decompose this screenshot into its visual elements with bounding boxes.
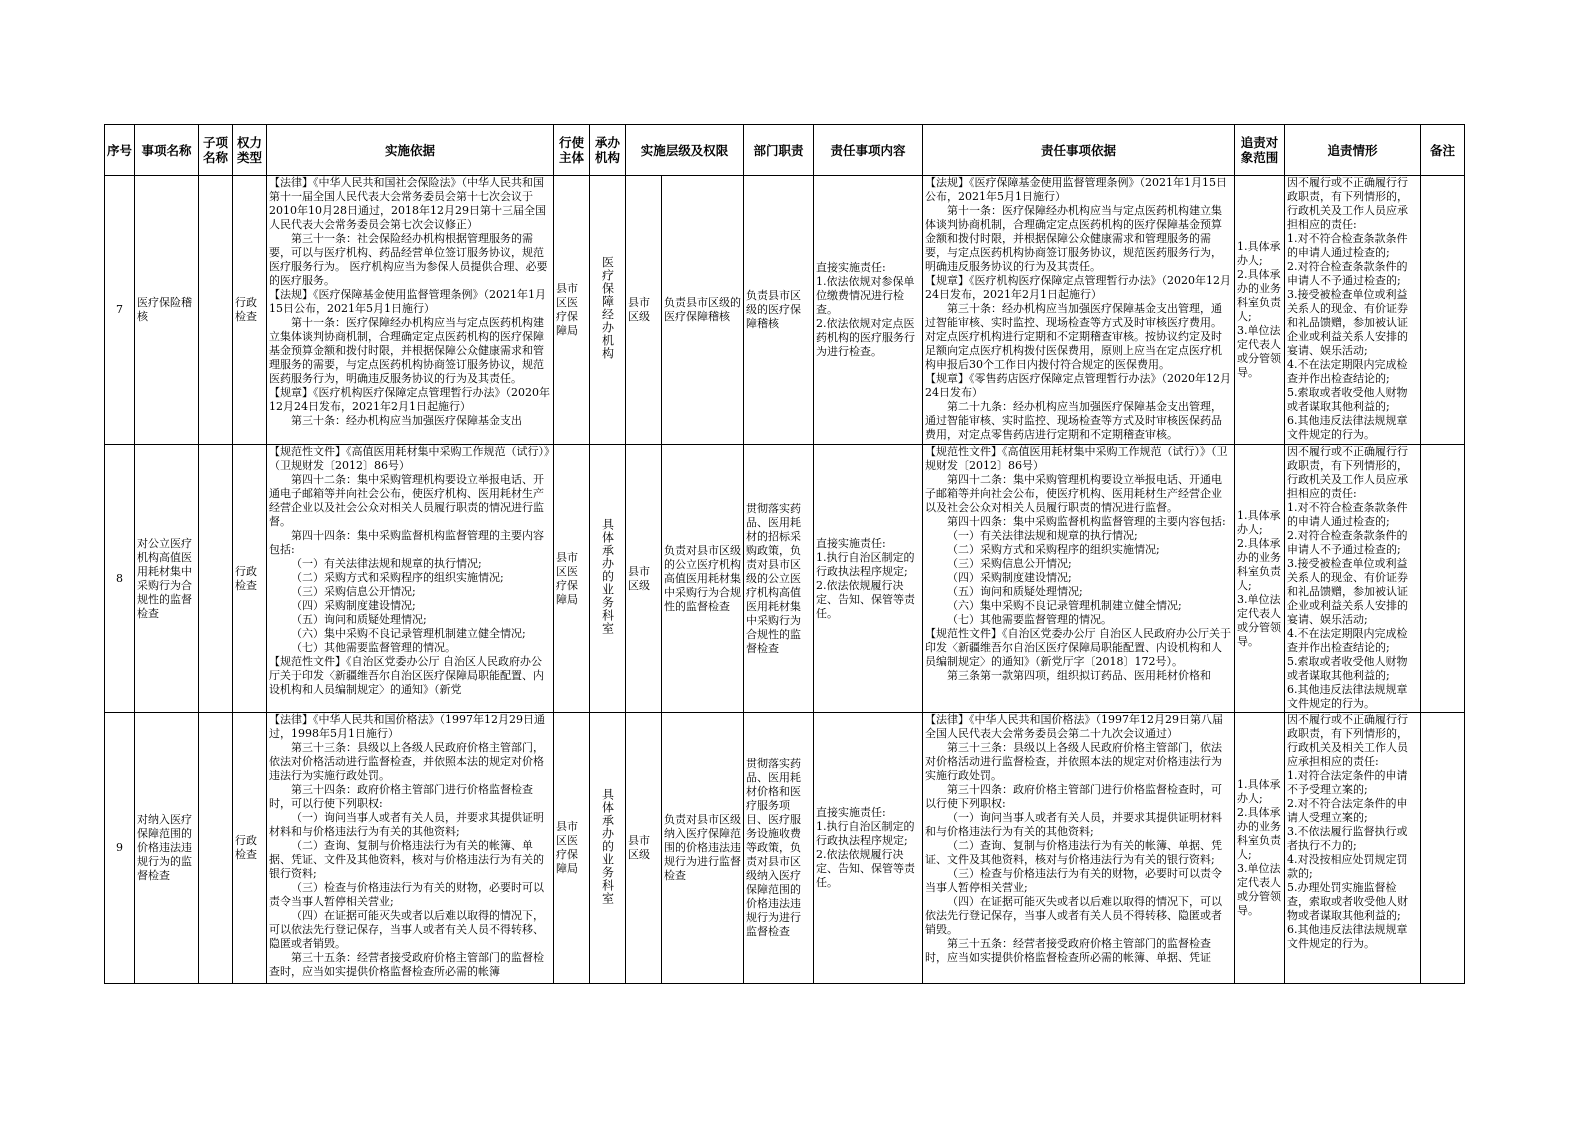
row-power-type — [233, 713, 267, 984]
row-power-type — [233, 445, 267, 713]
header-seq: 序号 — [105, 125, 135, 176]
row-resp-content-line: 直接实施责任: — [816, 261, 886, 274]
header-situation: 追责情形 — [1285, 125, 1421, 176]
row-resp-basis-line: （四）采购制度建设情况; — [947, 571, 1072, 584]
row-undertaker — [590, 176, 626, 445]
row-undertaker-text: 医疗保障经办机构 — [600, 256, 615, 360]
table-row — [105, 713, 1465, 984]
row-duty — [744, 176, 814, 445]
row-resp-content-line: 1.执行自治区制定的行政执法程序规定; — [816, 820, 915, 847]
row-resp-content — [814, 713, 923, 984]
row-seq-text: 7 — [116, 303, 123, 316]
row-remark — [1421, 713, 1465, 984]
row-scope — [1235, 713, 1285, 984]
row-resp-basis-line: 第二十九条：经办机构应当加强医疗保障基金支出管理，通过智能审核、实时监控、现场检查等方式及时审核医保药品费用，对定点零售药店进行定期和不定期稽查审核。 — [925, 400, 1223, 441]
row-situation-line: 4.不在法定期限内完成检查并作出检查结论的; — [1287, 627, 1408, 654]
row-basis-line: （三）检查与价格违法行为有关的财物，必要时可以责令当事人暂停相关营业; — [269, 881, 544, 908]
row-situation-line: 1.对不符合检查条款条件的申请人通过检查的; — [1287, 501, 1408, 528]
row-situation — [1285, 176, 1421, 445]
row-scope — [1235, 176, 1285, 445]
row-subject-text: 县市区医疗保障局 — [556, 282, 578, 337]
header-subject: 行使主体 — [554, 125, 590, 176]
row-situation-line: 6.其他违反法律法规规章文件规定的行为。 — [1287, 683, 1408, 710]
row-undertaker — [590, 445, 626, 713]
row-name-text: 医疗保险稽核 — [137, 296, 192, 323]
row-situation-line: 2.对不符合法定条件的申请人受理立案的; — [1287, 797, 1408, 824]
row-basis-line: 【规范性文件】《自治区党委办公厅 自治区人民政府办公厅关于印发〈新疆维吾尔自治区医疗保障局职能配置、内设机构和人员编制规定〉的通知》（新党 — [269, 655, 544, 696]
row-basis-line: 第三十五条：经营者接受政府价格主管部门的监督检查时，应当如实提供价格监督检查所必需的帐簿 — [269, 951, 544, 978]
row-resp-basis-line: 第三十三条：县级以上各级人民政府价格主管部门，依法对价格活动进行监督检查，并依照本法的规定对价格违法行为实施行政处罚。 — [925, 741, 1223, 782]
row-situation-line: 3.接受被检查单位或利益关系人的现金、有价证券和礼品馈赠，参加被认证企业或利益关系人安排的宴请、娱乐活动; — [1287, 288, 1409, 357]
row-resp-basis-line: （六）集中采购不良记录管理机制建立健全情况; — [947, 599, 1182, 612]
row-resp-basis-line: 第三十条：经办机构应当加强医疗保障基金支出管理，通过智能审核、实时监控、现场检查等方式及时审核医疗费用。对定点医疗机构进行定期和不定期稽查审核。按协议约定及时足额向定点医疗机构拨付医保费用，原则上应当在定点医疗机构申报后30个工作日内拨付符合规定的医保费用。 — [925, 302, 1223, 371]
row-level-name-text: 县市区级 — [628, 296, 650, 323]
row-resp-basis-line: 【法律】《中华人民共和国价格法》（1997年12月29日第八届全国人民代表大会常务委员会第二十九次会议通过） — [925, 713, 1224, 740]
row-resp-basis-line: 【规章】《医疗机构医疗保障定点管理暂行办法》（2020年12月24日发布，2021年2月1日起施行） — [925, 274, 1232, 301]
row-situation — [1285, 445, 1421, 713]
row-resp-content-line: 1.执行自治区制定的行政执法程序规定; — [816, 550, 915, 578]
row-scope-line: 1.具体承办人; — [1237, 508, 1281, 536]
row-resp-basis — [923, 713, 1235, 984]
row-remark — [1421, 445, 1465, 713]
row-resp-basis — [923, 176, 1235, 445]
row-basis-line: （二）查询、复制与价格违法行为有关的帐簿、单据、凭证、文件及其他资料，核对与价格违法行为有关的银行资料; — [269, 839, 544, 880]
row-level-desc — [662, 445, 744, 713]
row-subject — [554, 176, 590, 445]
row-power-type-text: 行政检查 — [235, 296, 257, 323]
row-basis-line: （五）询问和质疑处理情况; — [291, 613, 427, 626]
row-scope-line: 2.具体承办的业务科室负责人; — [1237, 268, 1282, 323]
row-basis — [267, 445, 554, 713]
row-level-name — [626, 176, 662, 445]
header-level: 实施层级及权限 — [626, 125, 744, 176]
row-resp-basis-line: （三）采购信息公开情况; — [947, 557, 1072, 570]
row-resp-basis-line: 【法规】《医疗保障基金使用监督管理条例》（2021年1月15日公布，2021年5月1日施行） — [925, 176, 1228, 203]
row-basis-line: （四）在证据可能灭失或者以后难以取得的情况下，可以依法先行登记保存，当事人或者有关人员不得转移、隐匿或者销毁。 — [269, 909, 544, 950]
row-level-desc-text: 负责对县市区级纳入医疗保障范围的价格违法违规行为进行监督检查 — [664, 813, 741, 882]
row-resp-basis-line: 第十一条：医疗保障经办机构应当与定点医药机构建立集体谈判协商机制，合理确定定点医药机构的医疗保障基金预算金额和拨付时限，并根据保障公众健康需求和管理服务的需要，与定点医药机构协商签订服务协议，规范医药服务行为，明确违反服务协议的行为及其责任。 — [925, 204, 1223, 273]
row-level-desc-text: 负责对县市区级的公立医疗机构高值医用耗材集中采购行为合规性的监督检查 — [664, 543, 741, 613]
row-duty-text: 贯彻落实药品、医用耗材价格和医疗服务项目、医疗服务设施收费等政策，负责对县市区级纳入医疗保障范围的价格违法违规行为进行监督检查 — [746, 757, 802, 938]
row-scope — [1235, 445, 1285, 713]
row-resp-content — [814, 445, 923, 713]
row-situation-line: 4.对没按相应处罚规定罚款的; — [1287, 853, 1408, 880]
row-situation — [1285, 713, 1421, 984]
row-resp-content-line: 直接实施责任: — [816, 806, 886, 819]
row-basis-line: （七）其他需要监督管理的情况。 — [291, 641, 456, 654]
header-duty: 部门职责 — [744, 125, 814, 176]
row-resp-basis-line: （四）在证据可能灭失或者以后难以取得的情况下，可以依法先行登记保存，当事人或者有关人员不得转移、隐匿或者销毁。 — [925, 895, 1223, 936]
row-situation-line: 5.索取或者收受他人财物或者谋取其他利益的; — [1287, 386, 1408, 413]
row-basis-line: （六）集中采购不良记录管理机制建立健全情况; — [291, 627, 526, 640]
row-resp-basis-line: 第四十二条：集中采购管理机构要设立举报电话、开通电子邮箱等并向社会公布，使医疗机构、医用耗材生产经营企业以及社会公众对相关人员履行职责的情况进行监督。 — [925, 473, 1223, 514]
row-basis-line: 第三十条：经办机构应当加强医疗保障基金支出 — [291, 414, 522, 427]
row-basis — [267, 176, 554, 445]
row-basis-line: 第四十四条：集中采购监督机构监督管理的主要内容包括: — [269, 529, 544, 556]
row-remark — [1421, 176, 1465, 445]
row-situation-line: 4.不在法定期限内完成检查并作出检查结论的; — [1287, 358, 1408, 385]
row-resp-basis-line: 【规章】《零售药店医疗保障定点管理暂行办法》（2020年12月24日发布） — [925, 372, 1232, 399]
row-seq — [105, 713, 135, 984]
row-scope-line: 3.单位法定代表人或分管领导。 — [1237, 324, 1282, 379]
row-level-name — [626, 713, 662, 984]
responsibility-table — [104, 124, 1465, 984]
row-basis — [267, 713, 554, 984]
row-situation-line: 2.对符合检查条款条件的申请人不予通过检查的; — [1287, 260, 1408, 287]
row-resp-content — [814, 176, 923, 445]
row-situation-line: 5.办理处罚实施监督检查，索取或者收受他人财物或者谋取其他利益的; — [1287, 881, 1409, 922]
row-seq — [105, 176, 135, 445]
row-resp-content-line: 1.依法依规对参保单位缴费情况进行检查。 — [816, 275, 915, 316]
row-level-name-text: 县市区级 — [628, 564, 650, 592]
header-subitem: 子项名称 — [199, 125, 233, 176]
row-basis-line: （四）采购制度建设情况; — [291, 599, 416, 612]
row-seq — [105, 445, 135, 713]
row-power-type — [233, 176, 267, 445]
row-seq-text: 8 — [116, 571, 123, 585]
row-name — [135, 713, 199, 984]
row-basis-line: 第四十二条：集中采购管理机构要设立举报电话、开通电子邮箱等并向社会公布，使医疗机构、医用耗材生产经营企业以及社会公众对相关人员履行职责的情况进行监督。 — [269, 473, 544, 528]
row-level-desc-text: 负责县市区级的医疗保障稽核 — [664, 296, 741, 323]
header-resp-content: 责任事项内容 — [814, 125, 923, 176]
row-resp-basis-line: 第三十五条：经营者接受政府价格主管部门的监督检查时，应当如实提供价格监督检查所必需的帐簿、单据、凭证 — [925, 937, 1212, 964]
row-basis-line: （一）有关法律法规和规章的执行情况; — [291, 557, 482, 570]
row-duty — [744, 445, 814, 713]
row-situation-line: 3.接受被检查单位或利益关系人的现金、有价证券和礼品馈赠，参加被认证企业或利益关系人安排的宴请、娱乐活动; — [1287, 557, 1409, 626]
header-basis: 实施依据 — [267, 125, 554, 176]
header-scope: 追责对象范围 — [1235, 125, 1285, 176]
row-subject — [554, 445, 590, 713]
row-scope-line: 3.单位法定代表人或分管领导。 — [1237, 592, 1282, 648]
row-basis-line: （三）采购信息公开情况; — [291, 585, 416, 598]
row-undertaker-text: 具体承办的业务科室 — [600, 518, 615, 635]
row-resp-basis-line: （二）查询、复制与价格违法行为有关的帐簿、单据、凭证、文件及其他资料，核对与价格违法行为有关的银行资料; — [925, 839, 1223, 866]
row-situation-line: 6.其他违反法律法规规章文件规定的行为。 — [1287, 414, 1408, 441]
row-resp-basis-line: 【规范性文件】《高值医用耗材集中采购工作规范（试行）》（卫规财发〔2012〕86号） — [925, 445, 1228, 472]
table-row — [105, 445, 1465, 713]
row-scope-line: 2.具体承办的业务科室负责人; — [1237, 806, 1282, 861]
row-basis-line: 【法律】《中华人民共和国价格法》（1997年12月29日通过，1998年5月1日施行） — [269, 713, 545, 740]
row-situation-line: 2.对符合检查条款条件的申请人不予通过检查的; — [1287, 529, 1408, 556]
header-row — [105, 125, 1465, 176]
row-subject-text: 县市区医疗保障局 — [556, 550, 578, 606]
row-scope-line: 2.具体承办的业务科室负责人; — [1237, 536, 1282, 592]
row-situation-line: 因不履行或不正确履行行政职责，有下列情形的，行政机关及工作人员应承担相应的责任: — [1287, 445, 1409, 500]
row-level-name — [626, 445, 662, 713]
row-basis-line: 第三十四条：政府价格主管部门进行价格监督检查时，可以行使下列职权: — [269, 783, 533, 810]
row-situation-line: 因不履行或不正确履行行政职责，有下列情形的，行政机关及工作人员应承担相应的责任: — [1287, 176, 1409, 231]
header-remark: 备注 — [1421, 125, 1465, 176]
row-basis-line: 【规章】《医疗机构医疗保障定点管理暂行办法》（2020年12月24日发布，2021年2月1日起施行） — [269, 386, 550, 413]
row-resp-basis-line: 第三十四条：政府价格主管部门进行价格监督检查时，可以行使下列职权: — [925, 783, 1223, 810]
table-row — [105, 176, 1465, 445]
row-name-text: 对纳入医疗保障范围的价格违法违规行为的监督检查 — [137, 813, 192, 882]
row-scope-line: 3.单位法定代表人或分管领导。 — [1237, 862, 1282, 917]
row-basis-line: 第十一条：医疗保障经办机构应当与定点医药机构建立集体谈判协商机制，合理确定定点医药机构的医疗保障基金预算金额和拨付时限，并根据保障公众健康需求和管理服务的需要，与定点医药机构协商签订服务协议，规范医药服务行为，明确违反服务协议的行为及其责任。 — [269, 316, 544, 385]
row-duty — [744, 713, 814, 984]
row-subitem — [199, 713, 233, 984]
row-resp-basis-line: （三）检查与价格违法行为有关的财物，必要时可以责令当事人暂停相关营业; — [925, 867, 1223, 894]
row-name-text: 对公立医疗机构高值医用耗材集中采购行为合规性的监督检查 — [137, 536, 192, 620]
row-resp-basis-line: （七）其他需要监督管理的情况。 — [947, 613, 1113, 626]
row-level-name-text: 县市区级 — [628, 834, 650, 861]
row-resp-basis-line: （二）采购方式和采购程序的组织实施情况; — [947, 543, 1160, 556]
header-power-type: 权力类型 — [233, 125, 267, 176]
row-resp-content-line: 2.依法依规履行决定、告知、保管等责任。 — [816, 848, 916, 889]
row-resp-basis-line: 第四十四条：集中采购监督机构监督管理的主要内容包括: — [947, 515, 1226, 528]
row-resp-basis-line: （五）询问和质疑处理情况; — [947, 585, 1083, 598]
header-undertaker: 承办机构 — [590, 125, 626, 176]
row-resp-content-line: 2.依法依规履行决定、告知、保管等责任。 — [816, 578, 916, 620]
row-power-type-text: 行政检查 — [235, 564, 257, 592]
row-basis-line: （一）询问当事人或者有关人员，并要求其提供证明材料和与价格违法行为有关的其他资料; — [269, 811, 544, 838]
row-basis-line: 【法规】《医疗保障基金使用监督管理条例》（2021年1月15日公布，2021年5月1日施行） — [269, 288, 546, 315]
row-basis-line: 第三十一条：社会保险经办机构根据管理服务的需要，可以与医疗机构、药品经营单位签订服务协议，规范医疗服务行为。 医疗机构应当为参保人员提供合理、必要的医疗服务。 — [269, 232, 548, 287]
row-situation-line: 6.其他违反法律法规规章文件规定的行为。 — [1287, 923, 1408, 950]
header-resp-basis: 责任事项依据 — [923, 125, 1235, 176]
row-subject-text: 县市区医疗保障局 — [556, 820, 578, 875]
row-situation-line: 因不履行或不正确履行行政职责，有下列情形的，行政机关及相关工作人员应承担相应的责任: — [1287, 713, 1409, 768]
row-subject — [554, 713, 590, 984]
row-subitem — [199, 445, 233, 713]
row-scope-line: 1.具体承办人; — [1237, 240, 1281, 267]
row-resp-content-line: 2.依法依规对定点医药机构的医疗服务行为进行检查。 — [816, 317, 916, 358]
row-level-desc — [662, 176, 744, 445]
row-basis-line: 【规范性文件】《高值医用耗材集中采购工作规范（试行）》（卫规财发〔2012〕86号） — [269, 445, 550, 472]
row-situation-line: 1.对不符合检查条款条件的申请人通过检查的; — [1287, 232, 1408, 259]
row-duty-text: 贯彻落实药品、医用耗材的招标采购政策，负责对县市区级的公立医疗机构高值医用耗材集中采购行为合规性的监督检查 — [746, 501, 802, 655]
row-basis-line: 第三十三条：县级以上各级人民政府价格主管部门，依法对价格活动进行监督检查，并依照本法的规定对价格违法行为实施行政处罚。 — [269, 741, 544, 782]
row-subitem — [199, 176, 233, 445]
row-resp-basis-line: 【规范性文件】《自治区党委办公厅 自治区人民政府办公厅关于印发〈新疆维吾尔自治区医疗保障局职能配置、内设机构和人员编制规定〉的通知》（新党厅字〔2018〕172号）。 — [925, 627, 1232, 668]
row-resp-basis-line: 第三条第一款第四项，组织拟订药品、医用耗材价格和 — [947, 669, 1212, 682]
row-duty-text: 负责县市区级的医疗保障稽核 — [746, 289, 802, 330]
row-undertaker — [590, 713, 626, 984]
row-resp-basis-line: （一）询问当事人或者有关人员，并要求其提供证明材料和与价格违法行为有关的其他资料; — [925, 811, 1223, 838]
row-undertaker-text: 具体承办的业务科室 — [600, 787, 615, 905]
row-scope-line: 1.具体承办人; — [1237, 778, 1281, 805]
row-situation-line: 5.索取或者收受他人财物或者谋取其他利益的; — [1287, 655, 1408, 682]
row-power-type-text: 行政检查 — [235, 834, 257, 861]
row-level-desc — [662, 713, 744, 984]
row-resp-basis — [923, 445, 1235, 713]
header-name: 事项名称 — [135, 125, 199, 176]
row-seq-text: 9 — [116, 841, 123, 854]
row-resp-basis-line: （一）有关法律法规和规章的执行情况; — [947, 529, 1138, 542]
row-situation-line: 1.对符合法定条件的申请不予受理立案的; — [1287, 769, 1408, 796]
row-name — [135, 445, 199, 713]
row-resp-content-line: 直接实施责任: — [816, 536, 886, 550]
row-situation-line: 3.不依法履行监督执行或者执行不力的; — [1287, 825, 1408, 852]
row-basis-line: （二）采购方式和采购程序的组织实施情况; — [291, 571, 504, 584]
row-basis-line: 【法律】《中华人民共和国社会保险法》（中华人民共和国第十一届全国人民代表大会常务委员会第十七次会议于2010年10月28日通过，2018年12月29日第十三届全国人民代表大会常务委员会第七次会议修正） — [269, 176, 546, 231]
row-name — [135, 176, 199, 445]
